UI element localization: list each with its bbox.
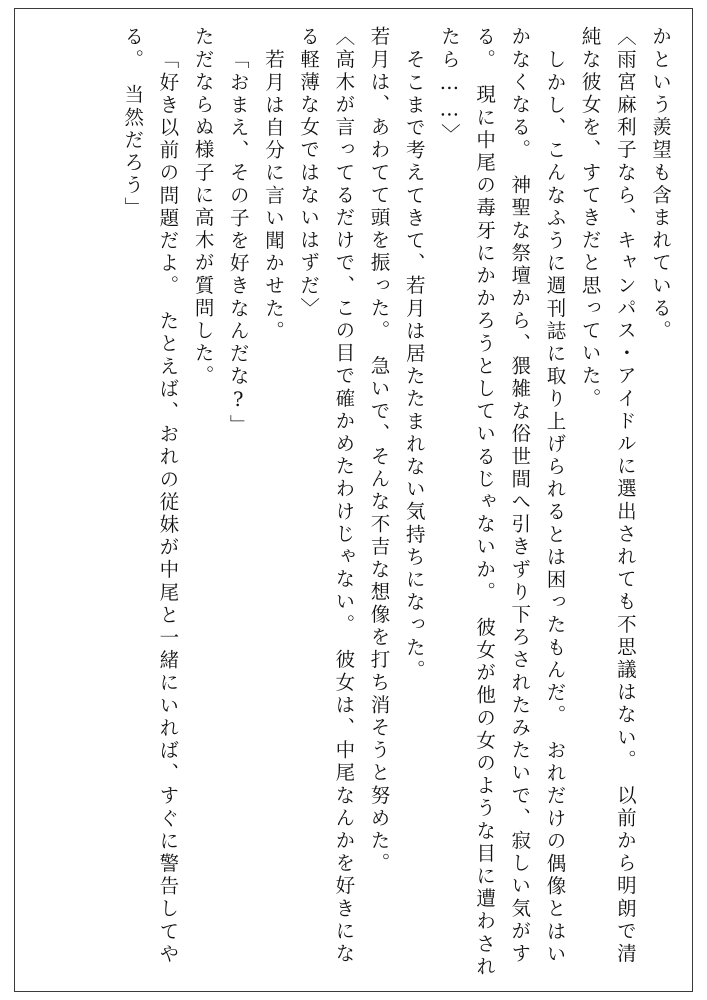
- text-line: る。 当然だろう」: [121, 26, 145, 220]
- text-line: 「おまえ、その子を好きなんだな?」: [226, 49, 250, 437]
- text-line: 純な彼女を、すてきだと思っていた。: [578, 26, 602, 411]
- text-line: かなくなる。 神聖な祭壇から、猥雑な俗世間へ引きずり下ろされたみたいで、寂しい気がす: [508, 26, 532, 966]
- vertical-text-body: [30, 26, 672, 979]
- text-line: る。 現に中尾の毒牙にかかろうとしているじゃないか。 彼女が他の女のような目に遭わされ: [473, 26, 497, 979]
- text-line: 若月は自分に言い聞かせた。: [261, 49, 285, 343]
- text-line: たら……〉: [437, 26, 461, 146]
- text-line: 若月は、あわてて頭を振った。 急いで、そんな不吉な想像を打ち消そうと努めた。: [367, 26, 391, 876]
- text-line: かという羨望も含まれている。: [649, 26, 672, 343]
- text-line: る軽薄な女ではないはずだ〉: [297, 26, 321, 320]
- text-line: ただならぬ様子に高木が質問した。: [191, 26, 215, 388]
- text-line: しかし、こんなふうに週刊誌に取り上げられるとは困ったもんだ。 おれだけの偶像とはい: [543, 49, 567, 966]
- text-line: 〈雨宮麻利子なら、キャンパス・アイドルに選出されても不思議はない。 以前から明朗で清: [613, 26, 637, 966]
- text-line: 「好き以前の問題だよ。 たとえば、おれの従妹が中尾と一緒にいれば、すぐに警告してや: [156, 49, 180, 966]
- text-line: そこまで考えてきて、若月は居たたまれない気持ちになった。: [402, 49, 426, 682]
- text-line: 〈高木が言ってるだけで、この目で確かめたわけじゃない。 彼女は、中尾なんかを好きにな: [332, 26, 356, 966]
